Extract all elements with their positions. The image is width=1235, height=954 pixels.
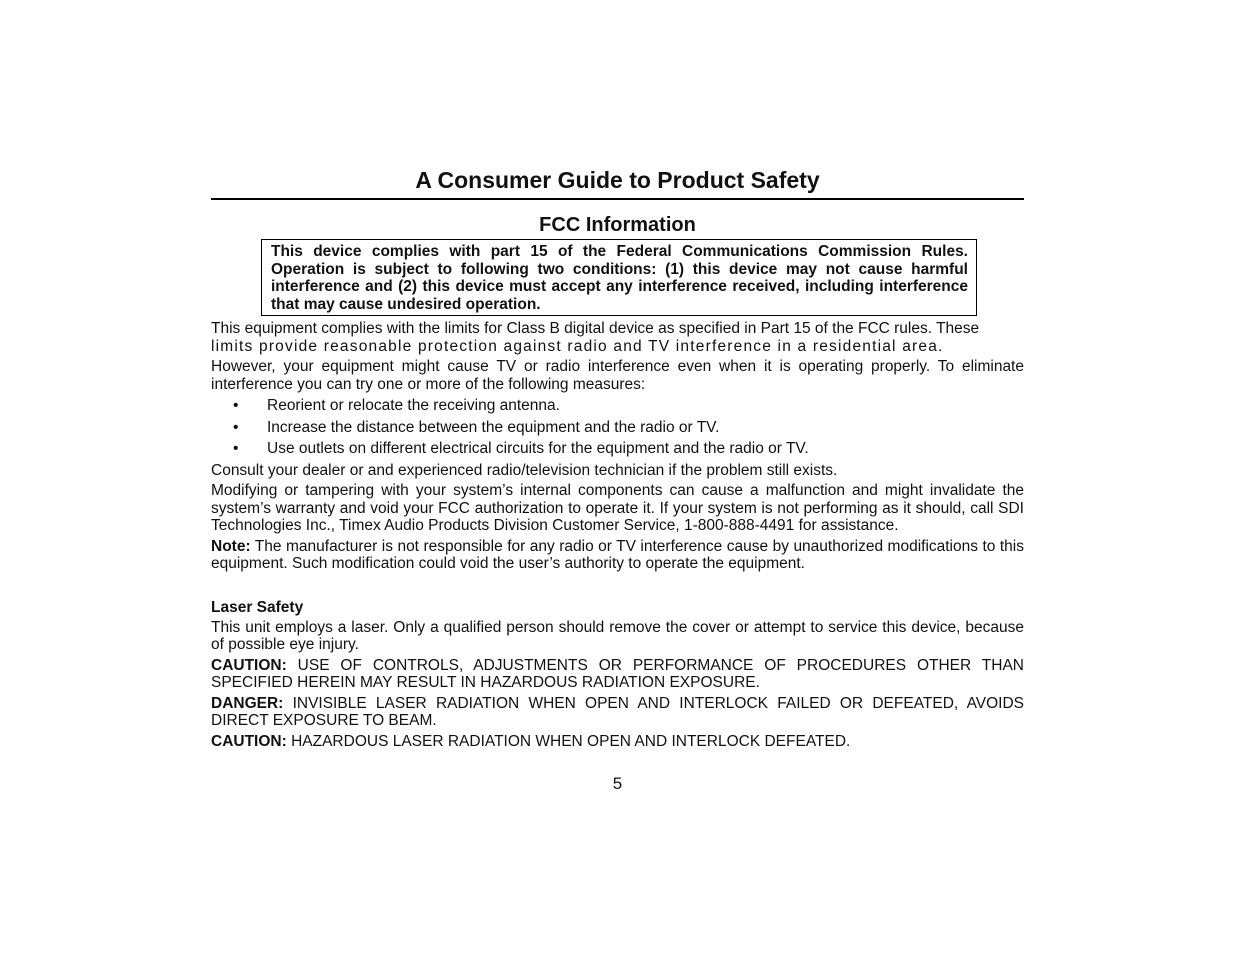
fcc-paragraph-limits [211, 320, 1024, 355]
bullet-icon: • [233, 418, 239, 436]
fcc-paragraph-consult: Consult your dealer or and experienced radio/television technician if the problem still exists. [211, 461, 838, 479]
list-item [211, 419, 1024, 437]
page-title: A Consumer Guide to Product Safety [211, 166, 1024, 200]
fcc-paragraph-interference: However, your equipment might cause TV or radio interference even when it is operating properly. To eliminate interference you can try one or more of the following measures: [211, 358, 1024, 393]
caution-label: CAUTION: [211, 656, 287, 674]
note-label: Note: [211, 537, 251, 555]
measures-list [211, 397, 1024, 458]
bullet-icon: • [233, 397, 239, 414]
caution-text: HAZARDOUS LASER RADIATION WHEN OPEN AND INTERLOCK DEFEATED. [286, 732, 851, 750]
fcc-paragraph-limits-line2: limits provide reasonable protection against radio and TV interference in a residential area. [211, 337, 944, 355]
laser-intro: This unit employs a laser. Only a qualified person should remove the cover or attempt to service this device, because of possible eye injury. [211, 618, 1024, 653]
caution-label: CAUTION: [211, 732, 287, 750]
fcc-paragraph-modifying: Modifying or tampering with your system’s internal components can cause a malfunction and might invalidate the system’s warranty and void your FCC authorization to operate it. If your system is not performing as it should, call SDI Technologies Inc., Timex Audio Products Division Customer Service, 1-800-888-4491 for assistance. [211, 482, 1024, 534]
fcc-note [211, 538, 1024, 573]
note-text: The manufacturer is not responsible for any radio or TV interference cause by unauthorized modifications to this equipment. Such modification could void the user’s authority to operate the equipment. [211, 537, 1024, 572]
fcc-compliance-box: This device complies with part 15 of the Federal Communications Commission Rules. Operation is subject to following two conditions: (1) this device may not cause harmful interference and (2) this device must accept any interference received, including interference that may cause undesired operation. [261, 239, 977, 316]
laser-danger [211, 695, 1024, 730]
fcc-heading: FCC Information [539, 214, 696, 236]
page-number: 5 [612, 774, 623, 793]
document-page [211, 166, 1024, 794]
laser-heading: Laser Safety [211, 598, 304, 616]
danger-label: DANGER: [211, 694, 284, 712]
list-item-text: Use outlets on different electrical circuits for the equipment and the radio or TV. [267, 440, 809, 457]
laser-caution-2 [211, 733, 1024, 751]
laser-caution-1 [211, 657, 1024, 692]
list-item-text: Increase the distance between the equipment and the radio or TV. [267, 418, 720, 436]
list-item-text: Reorient or relocate the receiving antenna. [267, 397, 560, 414]
caution-text: USE OF CONTROLS, ADJUSTMENTS OR PERFORMANCE OF PROCEDURES OTHER THAN SPECIFIED HEREIN MAY RESULT IN HAZARDOUS RADIATION EXPOSURE. [211, 656, 1024, 691]
list-item [211, 397, 1024, 415]
fcc-paragraph-limits-line1: This equipment complies with the limits for Class B digital device as specified in Part 15 of the FCC rules. These [211, 320, 980, 337]
list-item [211, 440, 1024, 458]
bullet-icon: • [233, 440, 239, 457]
danger-text: INVISIBLE LASER RADIATION WHEN OPEN AND INTERLOCK FAILED OR DEFEATED, AVOIDS DIRECT EXPOSURE TO BEAM. [211, 694, 1024, 729]
